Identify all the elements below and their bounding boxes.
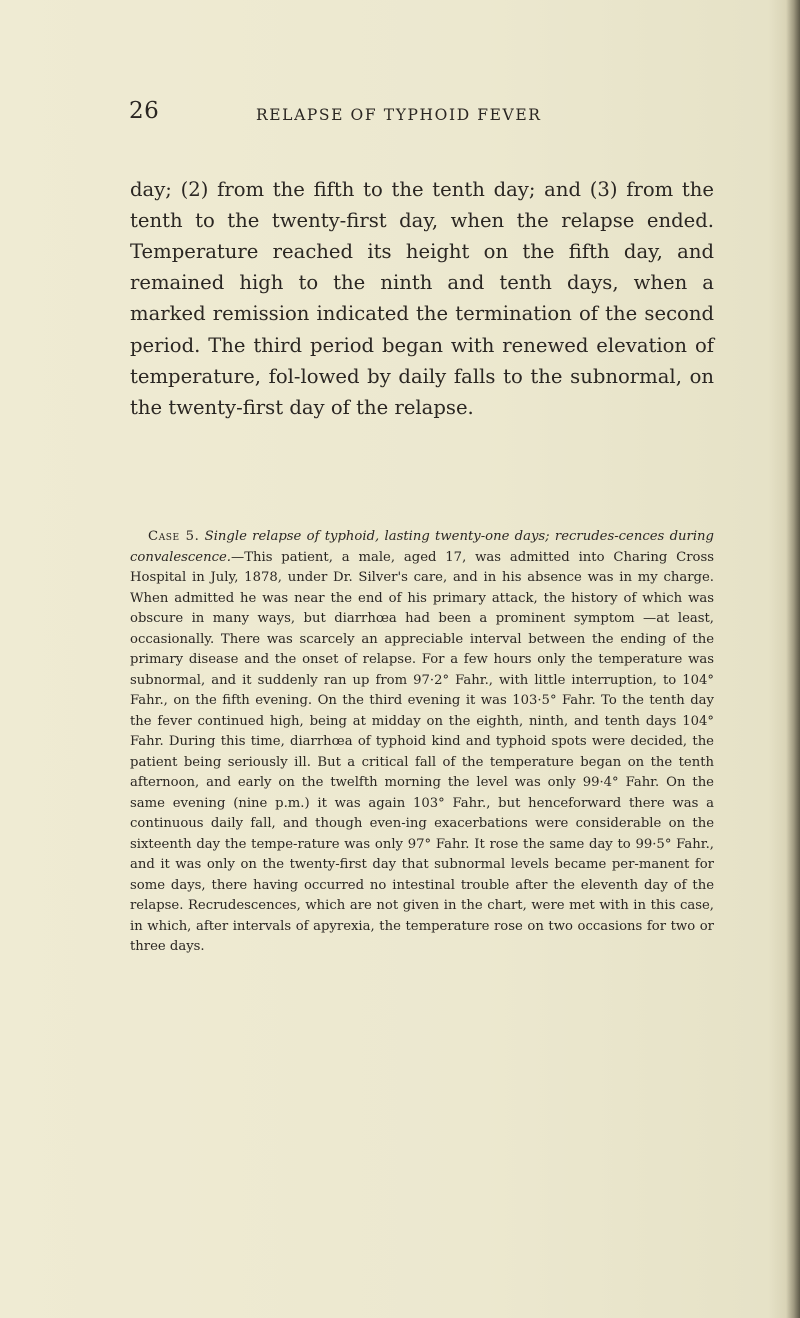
lead-paragraph: day; (2) from the fifth to the tenth day; and (3) from the tenth to the twenty-first day, when the relapse ended. Temperature reached its height on the fifth day, and remained high to the ninth and tenth days, when a marked remission indicated the termination of the second period. The third period began with renewed elevation of temperature, fol-lowed by daily falls to the subnormal, on the twenty-first day of the relapse. bbox=[130, 177, 714, 420]
page-edge-shadow bbox=[786, 0, 800, 1318]
case-heading: Single relapse of typhoid, lasting twenty-one days; recrudes-cences during convalescence. bbox=[130, 529, 714, 565]
case-report-paragraph bbox=[130, 527, 714, 958]
page-number: 26 bbox=[129, 98, 160, 124]
case-label: Case 5. bbox=[148, 529, 200, 545]
case-body: —This patient, a male, aged 17, was admitted into Charing Cross Hospital in July, 1878, under Dr. Silver's care, and in his absence was in my charge. When admitted he was near the end of his primary attack, the history of which was obscure in many ways, but diarrhœa had been a prominent symptom —at least, occasionally. There was scarcely an appreciable interval between the ending of the primary disease and the onset of relapse. For a few hours only the temperature was subnormal, and it suddenly ran up from 97·2° Fahr., with little interruption, to 104° Fahr., on the fifth evening. On the third evening it was 103·5° Fahr. To the tenth day the fever continued high, being at midday on the eighth, ninth, and tenth days 104° Fahr. During this time, diarrhœa of typhoid kind and typhoid spots were decided, the patient being seriously ill. But a critical fall of the temperature began on the tenth afternoon, and early on the twelfth morning the level was only 99·4° Fahr. On the same evening (nine p.m.) it was again 103° Fahr., but henceforward there was a continuous daily fall, and though even-ing exacerbations were considerable on the sixteenth day the tempe-rature was only 97° Fahr. It rose the same day to 99·5° Fahr., and it was only on the twenty-first day that subnormal levels became per-manent for some days, there having occurred no intestinal trouble after the eleventh day of the relapse. Recrudescences, which are not given in the chart, were met with in this case, in which, after intervals of apyrexia, the temperature rose on two occasions for two or three days. bbox=[130, 549, 714, 955]
running-title: RELAPSE OF TYPHOID FEVER bbox=[256, 106, 542, 124]
